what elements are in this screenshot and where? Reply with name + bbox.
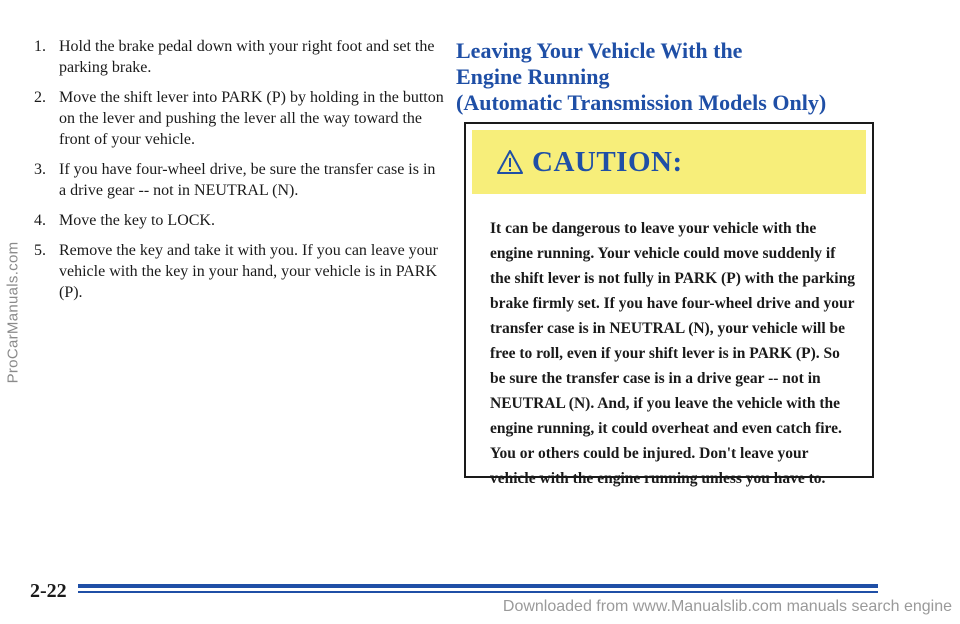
footer-rule xyxy=(78,584,878,596)
left-watermark-text: ProCarManuals.com xyxy=(4,241,22,383)
caution-title: CAUTION: xyxy=(532,145,683,178)
step-text: If you have four-wheel drive, be sure the transfer case is in a drive gear -- not in NEUTRAL (N). xyxy=(59,161,436,199)
step-item xyxy=(34,36,444,78)
step-text: Remove the key and take it with you. If you can leave your vehicle with the key in your hand, your vehicle is in PARK (P). xyxy=(59,242,438,301)
caution-banner xyxy=(472,130,866,194)
step-text: Move the key to LOCK. xyxy=(59,212,215,229)
step-text: Move the shift lever into PARK (P) by holding in the button on the lever and pushing the lever all the way toward the front of your vehicle. xyxy=(59,89,444,148)
step-number: 4. xyxy=(34,212,46,229)
step-item xyxy=(34,87,444,150)
section-heading xyxy=(456,38,876,116)
step-number: 5. xyxy=(34,242,46,259)
step-item xyxy=(34,210,444,231)
footer-rule-thin xyxy=(78,591,878,593)
step-number: 3. xyxy=(34,161,46,178)
section-heading-line: (Automatic Transmission Models Only) xyxy=(456,90,827,115)
warning-triangle-icon xyxy=(496,149,524,175)
step-number: 1. xyxy=(34,38,46,55)
step-item xyxy=(34,159,444,201)
caution-box xyxy=(464,122,874,487)
footer-rule-thick xyxy=(78,584,878,588)
page-number: 2-22 xyxy=(30,580,67,602)
bottom-watermark: Downloaded from www.Manualslib.com manuals search engine xyxy=(502,598,952,615)
procedure-steps xyxy=(34,36,444,312)
left-watermark xyxy=(2,0,24,624)
section-heading-line: Engine Running xyxy=(456,64,610,89)
step-number: 2. xyxy=(34,89,46,106)
section-heading-line: Leaving Your Vehicle With the xyxy=(456,38,743,63)
step-item xyxy=(34,240,444,303)
step-text: Hold the brake pedal down with your right foot and set the parking brake. xyxy=(59,38,435,76)
section-header xyxy=(456,38,876,116)
caution-text: It can be dangerous to leave your vehicle with the engine running. Your vehicle could move suddenly if the shift lever is not fully in PARK (P) with the parking brake firmly set. If you have four-wheel drive and your transfer case is in NEUTRAL (N), your vehicle will be free to roll, even if your shift lever is in PARK (P). So be sure the transfer case is in a drive gear -- not in NEUTRAL (N). And, if you leave the vehicle with the engine running, it could overheat and even catch fire. You or others could be injured. Don't leave your vehicle with the engine running unless you have to. xyxy=(490,220,855,487)
